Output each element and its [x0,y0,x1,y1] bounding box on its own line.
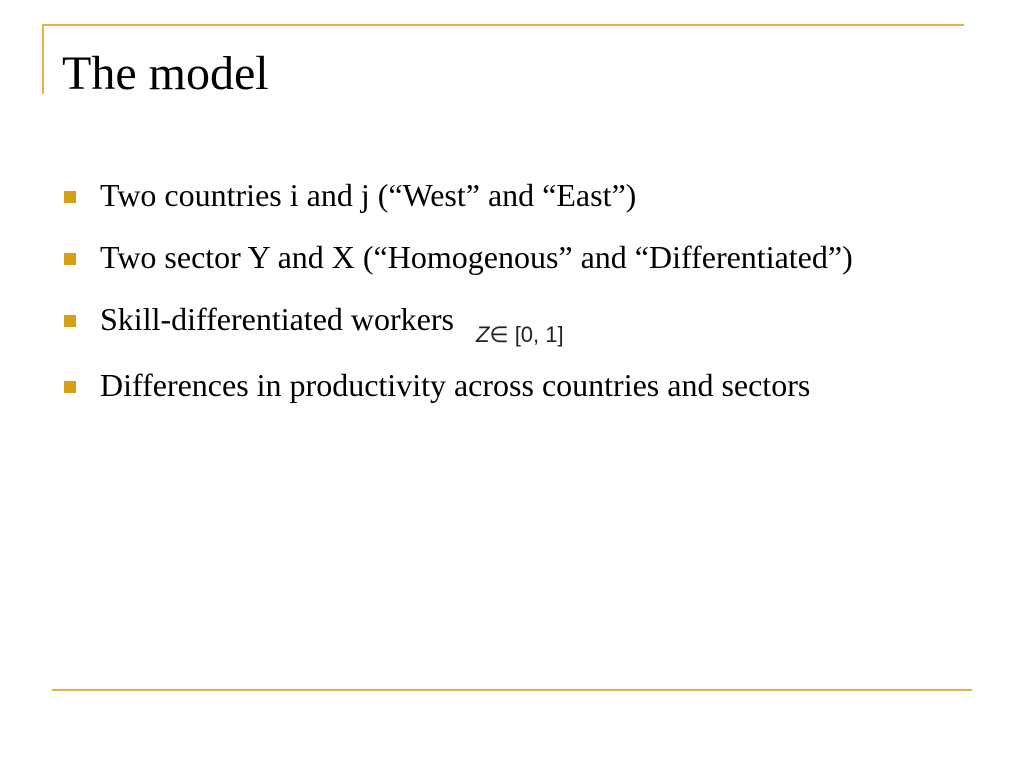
square-bullet-icon [64,191,76,203]
formula-variable: Z [475,321,490,347]
bullet-text: Skill-differentiated workers [100,301,454,337]
slide-title: The model [62,47,269,100]
skill-range-formula [476,310,564,360]
bullet-text: Differences in productivity across countries and sectors [100,366,811,403]
bottom-border-line [52,689,972,691]
bullet-item [62,232,942,282]
bullet-text: Two countries i and j (“West” and “East”) [100,177,637,213]
bullet-item [62,294,942,348]
square-bullet-icon [64,315,76,327]
bullet-item [62,170,942,220]
square-bullet-icon [64,381,76,393]
left-border-line [42,24,44,94]
formula-range: ∈ [0, 1] [489,321,564,347]
bullet-text: Two sector Y and X (“Homogenous” and “Differentiated”) [100,239,853,275]
square-bullet-icon [64,253,76,265]
bullet-list [62,170,942,422]
bullet-item [62,360,942,410]
top-border-line [42,24,964,26]
